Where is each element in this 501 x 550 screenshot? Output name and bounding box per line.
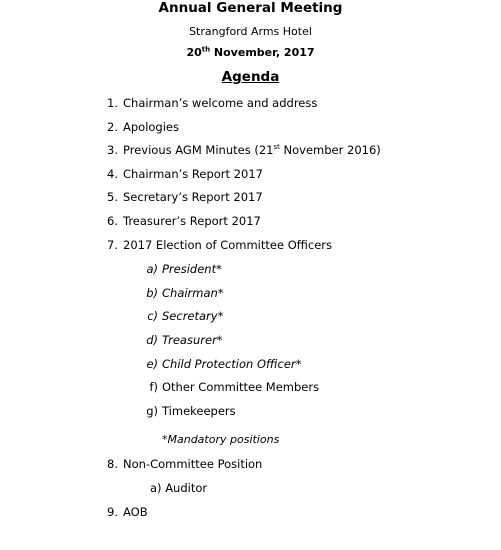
officer-letter: b) [146, 286, 158, 300]
item-number: 4. [107, 167, 118, 181]
item-number: 3. [107, 143, 118, 157]
item-number: 8. [107, 457, 118, 471]
officer-text: Treasurer* [162, 333, 223, 347]
item-text-sup: st [273, 143, 280, 152]
venue-line: Strangford Arms Hotel [189, 25, 312, 38]
officer-letter: a) [146, 262, 158, 276]
officer-text: Child Protection Officer* [162, 357, 302, 371]
item-number: 5. [107, 190, 118, 204]
item-number: 1. [107, 96, 118, 110]
item-text: Treasurer’s Report 2017 [123, 214, 261, 228]
officer-letter: e) [146, 357, 158, 371]
item-text: Apologies [123, 120, 179, 134]
non-committee-sub-item: a) Auditor [150, 481, 208, 495]
officer-letter: g) [146, 404, 158, 418]
mandatory-note: *Mandatory positions [162, 433, 280, 446]
item-number: 7. [107, 238, 118, 252]
item-number: 9. [107, 505, 118, 519]
officer-letter: f) [149, 380, 158, 394]
item-text: Chairman’s welcome and address [123, 96, 318, 110]
date-rest: November, 2017 [210, 46, 315, 59]
document-title: Annual General Meeting [158, 0, 343, 16]
officer-text: Secretary* [162, 309, 224, 323]
item-text [123, 143, 381, 157]
item-text: Non-Committee Position [123, 457, 263, 471]
agenda-heading: Agenda [221, 69, 280, 85]
item-number: 6. [107, 214, 118, 228]
item-text-before: Previous AGM Minutes (21 [123, 143, 274, 157]
officer-letter: d) [146, 333, 158, 347]
item-number: 2. [107, 120, 118, 134]
meeting-date [0, 46, 501, 59]
item-text-after: November 2016) [279, 143, 381, 157]
item-text: 2017 Election of Committee Officers [123, 238, 332, 252]
officer-letter: c) [147, 309, 158, 323]
item-text: Secretary’s Report 2017 [123, 190, 263, 204]
officer-text: Timekeepers [162, 404, 236, 418]
officer-text: Other Committee Members [162, 380, 320, 394]
item-text: AOB [123, 505, 148, 519]
officer-text: President* [162, 262, 222, 276]
date-suffix: th [201, 45, 211, 54]
item-text: Chairman’s Report 2017 [123, 167, 263, 181]
officer-text: Chairman* [162, 286, 224, 300]
date-day: 20 [186, 46, 202, 59]
